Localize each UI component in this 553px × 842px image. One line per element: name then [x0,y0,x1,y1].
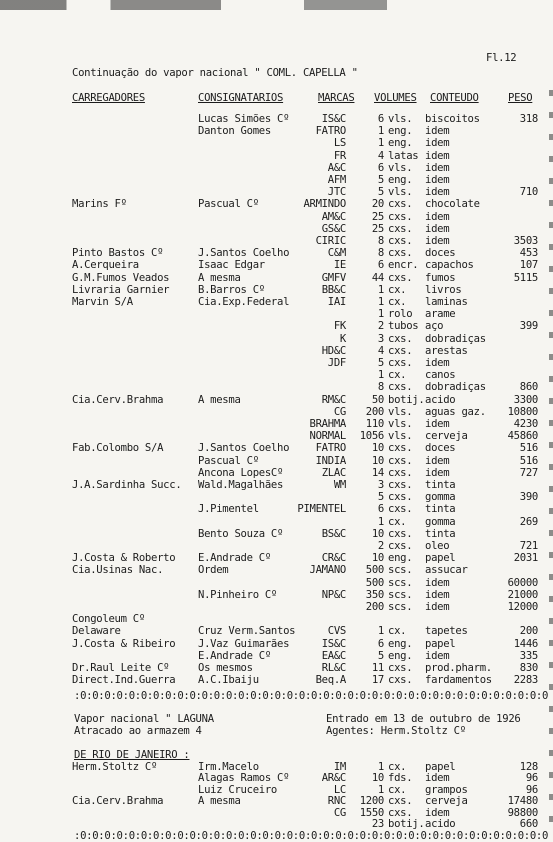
cell-qty: 5 [377,186,384,199]
cell-qty: 500 [365,576,384,589]
cell-unit: encr. [388,259,419,272]
separator-line-2: :0:0:0:0:0:0:0:0:0:0:0:0:0:0:0:0:0:0:0:0:0:0:0:0:0:0:0:0:0:0:0:0:0:0:0:0:0:0:0 [74,830,549,842]
cell-weight: 269 [519,515,538,528]
cell-qty: 1 [377,369,384,382]
cell-weight: 200 [519,625,538,638]
cell-mark: GS&C [321,222,346,235]
cell-mark: K [339,332,346,345]
cell-shipper: Pinto Bastos Cº [72,247,164,260]
cell-unit: cxs. [388,503,413,516]
cell-unit: cxs. [388,332,413,345]
cell-qty: 10 [371,552,384,565]
cell-weight: 335 [519,649,538,662]
cell-weight: 516 [519,454,538,467]
cell-weight: 390 [519,491,538,504]
cell-unit: vls. [388,113,413,125]
cell-weight: 727 [519,466,538,479]
cell-weight: 399 [519,320,538,333]
cell-mark: NP&C [321,588,346,601]
cell-qty: 6 [377,503,384,516]
cell-unit: tubos [388,320,419,333]
cell-weight: 3503 [513,235,538,247]
cell-qty: 1056 [359,430,384,443]
cell-qty: 8 [377,247,384,260]
cell-unit: cx. [388,296,407,308]
cell-qty: 20 [371,198,384,211]
cell-unit: eng. [388,137,413,150]
cell-mark: LS [333,137,346,150]
cell-consignee: Ancona LopesCº [198,466,284,479]
cell-content: idem [425,235,450,247]
cell-unit: cx. [388,761,407,773]
cell-content: papel [425,761,456,773]
cell-content: idem [425,418,450,430]
cell-unit: cx. [388,283,407,296]
cell-content: capachos [425,259,474,272]
cell-content: tinta [425,527,456,540]
cell-weight: 5115 [513,271,538,284]
cell-shipper: Cia.Cerv.Brahma [72,393,164,406]
cell-consignee: J.Vaz Guimarães [198,637,290,650]
cell-unit: eng. [388,174,413,186]
cell-qty: 1 [377,125,384,138]
cell-unit: cx. [388,369,407,382]
cell-qty: 3 [377,479,384,491]
cell-content: fumos [425,271,456,284]
cell-content: arestas [425,344,468,357]
cell-shipper: J.Costa & Ribeiro [72,637,176,650]
cell-weight: 4230 [513,418,538,430]
cell-consignee: Alagas Ramos Cº [198,772,290,785]
cell-qty: 6 [377,259,384,272]
cell-content: idem [425,601,450,613]
cell-qty: 1 [377,296,384,308]
cell-unit: cx. [388,515,407,528]
cell-qty: 14 [371,466,384,479]
cell-mark: FK [333,320,346,333]
cell-content: arame [425,308,456,321]
cell-consignee: J.Santos Coelho [198,247,290,260]
cell-consignee: E.Andrade Cº [198,649,271,662]
cell-mark: BS&C [321,527,346,540]
cell-unit: botij. [388,393,425,406]
cell-qty: 3 [377,332,384,345]
cell-content: idem [425,588,450,601]
cell-unit: eng. [388,552,413,565]
cell-qty: 25 [371,210,384,223]
cell-mark: BRAHMA [309,418,346,430]
column-header-conteudo: CONTEUDO [430,92,479,104]
cell-unit: scs. [388,564,413,577]
scan-right-edge [549,90,553,830]
cell-consignee: Isaac Edgar [198,259,265,272]
cell-unit: cxs. [388,222,413,235]
cell-qty: 11 [371,662,384,674]
cell-unit: cxs. [388,540,413,552]
cell-shipper: Direct.Ind.Guerra [72,674,176,687]
cell-shipper: Marvin S/A [72,296,133,308]
cell-consignee: Os mesmos [198,662,253,674]
cell-qty: 200 [365,601,384,613]
cell-qty: 17 [371,674,384,687]
cell-unit: latas [388,149,419,162]
cell-shipper: Herm.Stoltz Cº [72,761,158,773]
cell-qty: 25 [371,222,384,235]
cell-unit: vls. [388,430,413,443]
cell-content: prod.pharm. [425,662,492,674]
cell-consignee: J.Santos Coelho [198,442,290,455]
cell-content: idem [425,174,450,186]
cell-content: idem [425,357,450,369]
cell-content: oleo [425,540,450,552]
cell-mark: C&M [327,247,346,260]
cell-mark: NORMAL [309,430,346,443]
cell-unit: eng. [388,649,413,662]
cell-unit: cxs. [388,806,413,819]
cell-qty: 10 [371,454,384,467]
cell-qty: 6 [377,161,384,174]
cell-unit: cxs. [388,247,413,260]
cell-consignee: Danton Gomes [198,125,271,138]
cell-unit: cxs. [388,210,413,223]
cell-weight: 96 [525,783,538,796]
cell-content: acido [425,818,456,830]
cell-unit: cx. [388,783,407,796]
cell-consignee: A mesma [198,271,241,284]
cell-mark: BB&C [321,283,346,296]
cell-mark: FATRO [315,442,346,455]
cell-weight: 516 [519,442,538,455]
cell-weight: 660 [519,818,538,830]
cell-mark: RL&C [321,662,346,674]
cell-content: cerveja [425,430,468,443]
cell-consignee: Bento Souza Cº [198,527,284,540]
cell-consignee: Wald.Magalhães [198,479,284,491]
cell-unit: vls. [388,405,413,418]
cell-unit: cxs. [388,271,413,284]
cell-qty: 2 [377,540,384,552]
cell-content: doces [425,442,456,455]
cell-shipper: Cia.Cerv.Brahma [72,795,164,808]
cell-content: idem [425,210,450,223]
cell-unit: vls. [388,418,413,430]
cell-weight: 17480 [507,795,538,808]
arrival-date: Entrado em 13 de outubro de 1926 [326,713,521,725]
cell-unit: cxs. [388,454,413,467]
scan-top-edge [0,0,553,10]
cell-unit: cxs. [388,198,413,211]
cell-qty: 1 [377,783,384,796]
cell-weight: 3300 [513,393,538,406]
cell-consignee: Luiz Cruceiro [198,783,278,796]
cell-consignee: A mesma [198,795,241,808]
cell-unit: cxs. [388,442,413,455]
cell-consignee: Cia.Exp.Federal [198,296,290,308]
cell-qty: 4 [377,344,384,357]
cell-shipper: Cia.Usinas Nac. [72,564,164,577]
cell-weight: 860 [519,381,538,394]
cell-unit: cxs. [388,527,413,540]
cell-unit: cxs. [388,491,413,504]
cell-mark: CIRIC [315,235,346,247]
cell-mark: WM [333,479,346,491]
cell-mark: AM&C [321,210,346,223]
cell-qty: 44 [371,271,384,284]
cell-weight: 21000 [507,588,538,601]
cell-qty: 5 [377,174,384,186]
cell-mark: JDF [327,357,346,369]
cell-qty: 1 [377,308,384,321]
cell-shipper: Fab.Colombo S/A [72,442,164,455]
cell-content: idem [425,149,450,162]
cell-content: doces [425,247,456,260]
cell-content: idem [425,222,450,235]
cell-content: idem [425,576,450,589]
cell-qty: 1 [377,761,384,773]
cell-content: laminas [425,296,468,308]
cell-consignee: Pascual Cº [198,198,259,211]
cell-unit: vls. [388,186,413,199]
cell-content: aço [425,320,444,333]
cell-consignee: A.C.Ibaiju [198,674,259,687]
cell-content: cerveja [425,795,468,808]
cell-mark: PIMENTEL [297,503,346,516]
cell-content: idem [425,186,450,199]
cell-qty: 6 [377,637,384,650]
cell-content: idem [425,125,450,138]
column-header-volumes: VOLUMES [374,92,417,104]
cell-weight: 60000 [507,576,538,589]
cell-unit: cxs. [388,381,413,394]
cell-mark: RNC [327,795,346,808]
cell-mark: GMFV [321,271,346,284]
cell-content: grampos [425,783,468,796]
cell-content: papel [425,637,456,650]
cell-unit: cx. [388,625,407,638]
cell-mark: IS&C [321,113,346,125]
cell-shipper: A.Cerqueira [72,259,139,272]
cell-mark: IS&C [321,637,346,650]
cell-qty: 1200 [359,795,384,808]
cell-consignee: Lucas Simões Cº [198,113,290,125]
column-header-peso: PESO [508,92,533,104]
cell-consignee: E.Andrade Cº [198,552,271,565]
cell-weight: 96 [525,772,538,785]
cell-content: idem [425,137,450,150]
cell-unit: cxs. [388,674,413,687]
cell-content: gomma [425,491,456,504]
cell-shipper: Dr.Raul Leite Cº [72,662,170,674]
cell-weight: 830 [519,662,538,674]
cell-qty: 10 [371,442,384,455]
cell-mark: IAI [327,296,346,308]
cell-weight: 453 [519,247,538,260]
cell-weight: 2031 [513,552,538,565]
cell-qty: 8 [377,235,384,247]
cell-qty: 1 [377,625,384,638]
cell-unit: eng. [388,637,413,650]
cell-qty: 10 [371,527,384,540]
cell-qty: 5 [377,649,384,662]
cell-mark: A&C [327,161,346,174]
origin-heading: DE RIO DE JANEIRO : [74,749,190,761]
cell-content: papel [425,552,456,565]
cell-unit: eng. [388,125,413,138]
cell-qty: 6 [377,113,384,125]
cell-mark: EA&C [321,649,346,662]
cell-qty: 2 [377,320,384,333]
cell-consignee: A mesma [198,393,241,406]
cell-qty: 5 [377,491,384,504]
cell-content: idem [425,806,450,819]
cell-weight: 10800 [507,405,538,418]
cell-mark: AFM [327,174,346,186]
cell-unit: vls. [388,161,413,174]
cell-qty: 200 [365,405,384,418]
cell-shipper: Congoleum Cº [72,613,145,626]
cell-consignee: Irm.Macelo [198,761,259,773]
cell-mark: IE [333,259,346,272]
cell-weight: 2283 [513,674,538,687]
cell-weight: 98800 [507,806,538,819]
cell-mark: INDIA [315,454,346,467]
cell-qty: 5 [377,357,384,369]
cell-content: biscoitos [425,113,480,125]
cell-consignee: Cruz Verm.Santos [198,625,296,638]
cell-mark: LC [333,783,346,796]
cell-content: idem [425,772,450,785]
cell-content: aguas gaz. [425,405,486,418]
cell-weight: 45860 [507,430,538,443]
separator-line: :0:0:0:0:0:0:0:0:0:0:0:0:0:0:0:0:0:0:0:0:0:0:0:0:0:0:0:0:0:0:0:0:0:0:0:0:0:0:0 [74,690,549,702]
cell-mark: Beq.A [315,674,346,687]
cell-mark: CG [333,806,346,819]
cell-mark: ZLAC [321,466,346,479]
cell-unit: rolo [388,308,413,321]
cell-consignee: Ordem [198,564,229,577]
cell-weight: 128 [519,761,538,773]
cell-weight: 107 [519,259,538,272]
cell-qty: 500 [365,564,384,577]
cell-unit: botij. [388,818,425,830]
cell-unit: cxs. [388,662,413,674]
cell-content: canos [425,369,456,382]
cell-qty: 1 [377,137,384,150]
cell-qty: 8 [377,381,384,394]
cell-unit: cxs. [388,466,413,479]
cell-content: chocolate [425,198,480,211]
cell-content: acido [425,393,456,406]
cell-shipper: G.M.Fumos Veados [72,271,170,284]
cell-mark: JAMANO [309,564,346,577]
cell-unit: cxs. [388,344,413,357]
cell-mark: AR&C [321,772,346,785]
cell-unit: cxs. [388,357,413,369]
cell-weight: 318 [519,113,538,125]
cell-qty: 23 [371,818,384,830]
cell-shipper: J.Costa & Roberto [72,552,176,565]
cell-qty: 110 [365,418,384,430]
column-header-marcas: MARCAS [318,92,355,104]
cell-content: assucar [425,564,468,577]
cell-consignee: N.Pinheiro Cº [198,588,278,601]
cell-content: gomma [425,515,456,528]
cell-content: dobradiças [425,381,486,394]
cell-shipper: Marins Fº [72,198,127,211]
cell-content: idem [425,454,450,467]
cell-qty: 350 [365,588,384,601]
cell-mark: FR [333,149,346,162]
cell-qty: 50 [371,393,384,406]
page-number: Fl.12 [486,52,517,64]
cell-mark: CG [333,405,346,418]
cell-content: tinta [425,503,456,516]
vessel-title: Vapor nacional " LAGUNA [74,713,214,725]
cell-content: dobradiças [425,332,486,345]
cell-content: idem [425,466,450,479]
page-heading: Continuação do vapor nacional " COML. CAPELLA " [72,67,358,79]
cell-unit: fds. [388,772,413,785]
cell-weight: 710 [519,186,538,199]
cell-mark: CR&C [321,552,346,565]
cell-content: idem [425,161,450,174]
cell-content: idem [425,649,450,662]
cell-unit: scs. [388,601,413,613]
column-header-consignatarios: CONSIGNATARIOS [198,92,284,104]
cell-consignee: Pascual Cº [198,454,259,467]
cell-mark: HD&C [321,344,346,357]
cell-mark: IM [333,761,346,773]
cell-mark: ARMINDO [303,198,346,211]
cell-unit: cxs. [388,795,413,808]
agents-info: Agentes: Herm.Stoltz Cº [326,725,466,737]
cell-weight: 1446 [513,637,538,650]
cell-content: fardamentos [425,674,492,687]
cell-unit: scs. [388,588,413,601]
cell-mark: RM&C [321,393,346,406]
cell-qty: 4 [377,149,384,162]
cell-weight: 12000 [507,601,538,613]
cell-unit: cxs. [388,235,413,247]
cell-qty: 10 [371,772,384,785]
cell-consignee: B.Barros Cº [198,283,265,296]
cell-shipper: Delaware [72,625,121,638]
cell-qty: 1 [377,283,384,296]
cell-unit: scs. [388,576,413,589]
cell-qty: 1 [377,515,384,528]
cell-content: livros [425,283,462,296]
cell-weight: 721 [519,540,538,552]
cell-consignee: J.Pimentel [198,503,259,516]
cell-shipper: Livraria Garnier [72,283,170,296]
berth-info: Atracado ao armazem 4 [74,725,202,737]
cell-qty: 1550 [359,806,384,819]
cell-mark: CVS [327,625,346,638]
column-header-carregadores: CARREGADORES [72,92,145,104]
cell-unit: cxs. [388,479,413,491]
cell-content: tapetes [425,625,468,638]
cell-mark: FATRO [315,125,346,138]
cell-content: tinta [425,479,456,491]
cell-mark: JTC [327,186,346,199]
cell-shipper: J.A.Sardinha Succ. [72,479,182,491]
